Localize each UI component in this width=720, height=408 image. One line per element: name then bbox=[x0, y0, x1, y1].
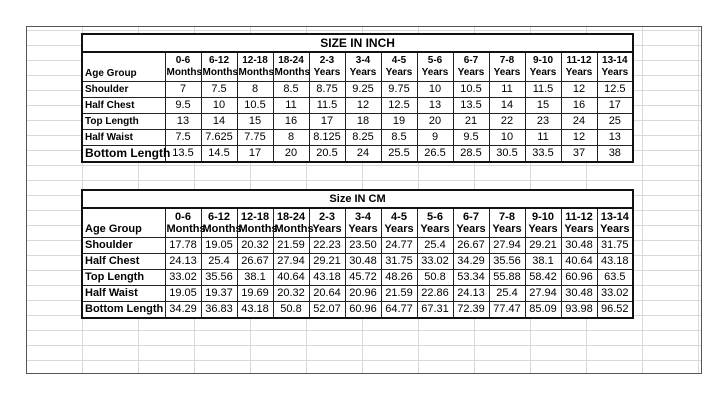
age-range: 4-5 bbox=[391, 55, 407, 66]
age-group-label: Age Group bbox=[82, 52, 165, 82]
table-cell: 9.25 bbox=[345, 82, 381, 98]
age-unit: Years bbox=[384, 223, 414, 235]
age-unit: Years bbox=[313, 67, 341, 78]
age-range: 6-7 bbox=[463, 211, 479, 223]
table-cell: 20.32 bbox=[237, 238, 273, 254]
age-range: 13-14 bbox=[602, 55, 628, 66]
column-header bbox=[561, 208, 597, 238]
age-unit: Months bbox=[166, 223, 206, 235]
size-table-inch bbox=[81, 33, 634, 163]
table-cell: 13 bbox=[417, 98, 453, 114]
age-unit: Years bbox=[528, 223, 558, 235]
table-cell: 13 bbox=[597, 130, 633, 146]
table-cell: 7.5 bbox=[165, 130, 201, 146]
table-cell: 15 bbox=[525, 98, 561, 114]
table-cell: 25.4 bbox=[489, 286, 525, 302]
table-cell: 14 bbox=[201, 114, 237, 130]
table-cell: 64.77 bbox=[381, 302, 417, 319]
age-range: 7-8 bbox=[499, 211, 515, 223]
table-cell: 12.5 bbox=[597, 82, 633, 98]
table-cell: 9.75 bbox=[381, 82, 417, 98]
age-unit: Years bbox=[312, 223, 342, 235]
table-cell: 24.13 bbox=[453, 286, 489, 302]
table-row bbox=[82, 146, 633, 163]
table-cell: 19.05 bbox=[165, 286, 201, 302]
table-cell: 27.94 bbox=[489, 238, 525, 254]
row-label: Half Chest bbox=[82, 98, 165, 114]
table-cell: 38.1 bbox=[525, 254, 561, 270]
column-header bbox=[273, 208, 314, 238]
column-header bbox=[525, 208, 561, 238]
table-cell: 96.52 bbox=[597, 302, 633, 319]
table-cell: 31.75 bbox=[597, 238, 633, 254]
table-cell: 34.29 bbox=[165, 302, 201, 319]
table-cell: 9 bbox=[417, 130, 453, 146]
table-title-row bbox=[82, 34, 633, 52]
table-row bbox=[82, 302, 633, 319]
table-cell: 17 bbox=[309, 114, 345, 130]
table-cell: 30.5 bbox=[489, 146, 525, 163]
table-cell: 30.48 bbox=[561, 238, 597, 254]
table-cell: 35.56 bbox=[489, 254, 525, 270]
table-row bbox=[82, 82, 633, 98]
column-header bbox=[417, 52, 453, 82]
table-cell: 23.50 bbox=[345, 238, 381, 254]
table-cell: 13 bbox=[165, 114, 201, 130]
table-cell: 12 bbox=[345, 98, 381, 114]
table-cell: 58.42 bbox=[525, 270, 561, 286]
age-range: 3-4 bbox=[355, 55, 371, 66]
table-cell: 10 bbox=[201, 98, 237, 114]
table-cell: 8.5 bbox=[273, 82, 309, 98]
table-cell: 29.21 bbox=[309, 254, 345, 270]
table-cell: 8.5 bbox=[381, 130, 417, 146]
table-cell: 7.75 bbox=[237, 130, 273, 146]
table-cell: 12.5 bbox=[381, 98, 417, 114]
table-cell: 18 bbox=[345, 114, 381, 130]
column-header bbox=[453, 208, 489, 238]
table-cell: 37 bbox=[561, 146, 597, 163]
table-cell: 21.59 bbox=[381, 286, 417, 302]
table-cell: 11 bbox=[273, 98, 309, 114]
table-cell: 17 bbox=[597, 98, 633, 114]
table-cell: 40.64 bbox=[273, 270, 309, 286]
table-row bbox=[82, 254, 633, 270]
table-cell: 17.78 bbox=[165, 238, 201, 254]
table-cell: 72.39 bbox=[453, 302, 489, 319]
column-header bbox=[417, 208, 453, 238]
table-title-row bbox=[82, 190, 633, 208]
table-cell: 14.5 bbox=[201, 146, 237, 163]
column-header bbox=[525, 52, 561, 82]
table-cell: 30.48 bbox=[561, 286, 597, 302]
table-cell: 8.125 bbox=[309, 130, 345, 146]
age-unit: Years bbox=[565, 67, 593, 78]
row-label: Shoulder bbox=[82, 82, 165, 98]
table-cell: 63.5 bbox=[597, 270, 633, 286]
table-cell: 31.75 bbox=[381, 254, 417, 270]
row-label: Bottom Length bbox=[82, 146, 165, 163]
table-cell: 7 bbox=[165, 82, 201, 98]
row-label: Bottom Length bbox=[82, 302, 165, 319]
table-cell: 67.31 bbox=[417, 302, 453, 319]
table-cell: 26.67 bbox=[453, 238, 489, 254]
size-table-cm bbox=[81, 189, 634, 319]
table-cell: 24 bbox=[345, 146, 381, 163]
table-cell: 53.34 bbox=[453, 270, 489, 286]
column-header bbox=[309, 52, 345, 82]
age-group-label: Age Group bbox=[82, 208, 165, 238]
age-range: 9-10 bbox=[531, 211, 555, 223]
age-unit: Years bbox=[601, 67, 629, 78]
column-header bbox=[597, 208, 633, 238]
age-unit: Years bbox=[457, 67, 485, 78]
row-label: Half Waist bbox=[82, 130, 165, 146]
age-unit: Months bbox=[274, 223, 314, 235]
age-unit: Months bbox=[166, 67, 203, 78]
table-cell: 20.32 bbox=[273, 286, 309, 302]
table-cell: 27.94 bbox=[273, 254, 309, 270]
table-cell: 40.64 bbox=[561, 254, 597, 270]
column-header bbox=[597, 52, 633, 82]
table-cell: 85.09 bbox=[525, 302, 561, 319]
table-cell: 11 bbox=[489, 82, 525, 98]
row-label: Top Length bbox=[82, 114, 165, 130]
age-range: 6-12 bbox=[207, 211, 231, 223]
table-cell: 26.5 bbox=[417, 146, 453, 163]
table-cell: 25.4 bbox=[201, 254, 237, 270]
age-range: 5-6 bbox=[427, 211, 443, 223]
table-cell: 11 bbox=[525, 130, 561, 146]
row-label: Half Chest bbox=[82, 254, 165, 270]
table-cell: 33.5 bbox=[525, 146, 561, 163]
table-cell: 48.26 bbox=[381, 270, 417, 286]
table-cell: 20 bbox=[417, 114, 453, 130]
table-cell: 36.83 bbox=[201, 302, 237, 319]
age-unit: Years bbox=[348, 223, 378, 235]
table-cell: 28.5 bbox=[453, 146, 489, 163]
table-row bbox=[82, 238, 633, 254]
table-cell: 19.37 bbox=[201, 286, 237, 302]
table-cell: 93.98 bbox=[561, 302, 597, 319]
table-cell: 20.64 bbox=[309, 286, 345, 302]
table-cell: 19.05 bbox=[201, 238, 237, 254]
age-range: 12-18 bbox=[240, 211, 270, 223]
age-unit: Years bbox=[493, 67, 521, 78]
table-cell: 26.67 bbox=[237, 254, 273, 270]
age-unit: Years bbox=[349, 67, 377, 78]
age-range: 7-8 bbox=[499, 55, 515, 66]
table-title: Size IN CM bbox=[82, 190, 633, 208]
table-cell: 10.5 bbox=[453, 82, 489, 98]
table-row bbox=[82, 270, 633, 286]
table-cell: 8 bbox=[237, 82, 273, 98]
table-cell: 33.02 bbox=[165, 270, 201, 286]
table-row bbox=[82, 130, 633, 146]
table-cell: 50.8 bbox=[273, 302, 309, 319]
age-unit: Months bbox=[202, 223, 242, 235]
table-cell: 10 bbox=[489, 130, 525, 146]
header-row bbox=[82, 52, 633, 82]
table-row bbox=[82, 98, 633, 114]
age-range: 0-6 bbox=[175, 55, 191, 66]
table-cell: 7.5 bbox=[201, 82, 237, 98]
table-cell: 43.18 bbox=[597, 254, 633, 270]
table-cell: 60.96 bbox=[345, 302, 381, 319]
table-cell: 55.88 bbox=[489, 270, 525, 286]
column-header bbox=[381, 208, 417, 238]
age-range: 2-3 bbox=[319, 211, 335, 223]
table-cell: 8 bbox=[273, 130, 309, 146]
table-cell: 22.23 bbox=[309, 238, 345, 254]
table-title: SIZE IN INCH bbox=[82, 34, 633, 52]
age-range: 13-14 bbox=[600, 211, 629, 223]
age-unit: Years bbox=[385, 67, 413, 78]
table-cell: 24 bbox=[561, 114, 597, 130]
age-unit: Months bbox=[238, 67, 275, 78]
table-cell: 43.18 bbox=[309, 270, 345, 286]
table-cell: 13.5 bbox=[165, 146, 201, 163]
age-range: 12-18 bbox=[242, 55, 268, 66]
column-header bbox=[165, 52, 201, 82]
table-cell: 21 bbox=[453, 114, 489, 130]
table-cell: 22 bbox=[489, 114, 525, 130]
table-cell: 19 bbox=[381, 114, 417, 130]
table-cell: 25.4 bbox=[417, 238, 453, 254]
age-unit: Years bbox=[421, 67, 449, 78]
table-cell: 11.5 bbox=[525, 82, 561, 98]
column-header bbox=[489, 208, 525, 238]
table-cell: 43.18 bbox=[237, 302, 273, 319]
column-header bbox=[165, 208, 206, 238]
column-header bbox=[237, 52, 273, 82]
table-cell: 33.02 bbox=[417, 254, 453, 270]
table-cell: 25 bbox=[597, 114, 633, 130]
age-range: 11-12 bbox=[565, 211, 593, 223]
table-cell: 25.5 bbox=[381, 146, 417, 163]
table-cell: 52.07 bbox=[309, 302, 345, 319]
age-range: 2-3 bbox=[319, 55, 335, 66]
table-cell: 17 bbox=[237, 146, 273, 163]
column-header bbox=[489, 52, 525, 82]
table-cell: 60.96 bbox=[561, 270, 597, 286]
table-cell: 11.5 bbox=[309, 98, 345, 114]
table-cell: 19.69 bbox=[237, 286, 273, 302]
age-range: 6-12 bbox=[208, 55, 229, 66]
age-unit: Months bbox=[202, 67, 239, 78]
table-row bbox=[82, 286, 633, 302]
table-cell: 27.94 bbox=[525, 286, 561, 302]
age-unit: Years bbox=[420, 223, 450, 235]
table-cell: 16 bbox=[273, 114, 309, 130]
table-cell: 38 bbox=[597, 146, 633, 163]
table-cell: 8.25 bbox=[345, 130, 381, 146]
table-cell: 24.13 bbox=[165, 254, 201, 270]
row-label: Top Length bbox=[82, 270, 165, 286]
table-cell: 12 bbox=[561, 82, 597, 98]
table-cell: 50.8 bbox=[417, 270, 453, 286]
row-label: Shoulder bbox=[82, 238, 165, 254]
table-cell: 13.5 bbox=[453, 98, 489, 114]
column-header bbox=[345, 208, 381, 238]
age-range: 18-24 bbox=[278, 55, 304, 66]
table-cell: 16 bbox=[561, 98, 597, 114]
column-header bbox=[345, 52, 381, 82]
table-cell: 34.29 bbox=[453, 254, 489, 270]
table-cell: 30.48 bbox=[345, 254, 381, 270]
column-header bbox=[453, 52, 489, 82]
column-header bbox=[201, 52, 237, 82]
age-unit: Years bbox=[529, 67, 557, 78]
table-cell: 77.47 bbox=[489, 302, 525, 319]
age-unit: Years bbox=[456, 223, 486, 235]
table-cell: 29.21 bbox=[525, 238, 561, 254]
table-cell: 10.5 bbox=[237, 98, 273, 114]
age-range: 6-7 bbox=[463, 55, 479, 66]
age-unit: Years bbox=[564, 223, 594, 235]
column-header bbox=[309, 208, 345, 238]
table-cell: 9.5 bbox=[165, 98, 201, 114]
table-cell: 21.59 bbox=[273, 238, 309, 254]
age-unit: Years bbox=[600, 223, 630, 235]
table-cell: 33.02 bbox=[597, 286, 633, 302]
header-row bbox=[82, 208, 633, 238]
table-cell: 14 bbox=[489, 98, 525, 114]
table-cell: 15 bbox=[237, 114, 273, 130]
age-range: 0-6 bbox=[175, 211, 191, 223]
table-row bbox=[82, 114, 633, 130]
table-cell: 38.1 bbox=[237, 270, 273, 286]
age-range: 11-12 bbox=[566, 55, 592, 66]
table-cell: 20 bbox=[273, 146, 309, 163]
column-header bbox=[273, 52, 309, 82]
column-header bbox=[381, 52, 417, 82]
table-cell: 20.5 bbox=[309, 146, 345, 163]
table-cell: 12 bbox=[561, 130, 597, 146]
table-cell: 23 bbox=[525, 114, 561, 130]
column-header bbox=[561, 52, 597, 82]
age-range: 5-6 bbox=[427, 55, 443, 66]
column-header bbox=[201, 208, 242, 238]
table-cell: 9.5 bbox=[453, 130, 489, 146]
age-range: 4-5 bbox=[391, 211, 407, 223]
row-label: Half Waist bbox=[82, 286, 165, 302]
age-range: 18-24 bbox=[276, 211, 306, 223]
table-cell: 22.86 bbox=[417, 286, 453, 302]
age-unit: Months bbox=[238, 223, 278, 235]
table-cell: 10 bbox=[417, 82, 453, 98]
table-cell: 45.72 bbox=[345, 270, 381, 286]
table-cell: 20.96 bbox=[345, 286, 381, 302]
column-header bbox=[237, 208, 278, 238]
age-unit: Months bbox=[274, 67, 311, 78]
table-cell: 7.625 bbox=[201, 130, 237, 146]
table-cell: 35.56 bbox=[201, 270, 237, 286]
table-cell: 24.77 bbox=[381, 238, 417, 254]
age-unit: Years bbox=[492, 223, 522, 235]
table-cell: 8.75 bbox=[309, 82, 345, 98]
age-range: 9-10 bbox=[532, 55, 553, 66]
age-range: 3-4 bbox=[355, 211, 371, 223]
